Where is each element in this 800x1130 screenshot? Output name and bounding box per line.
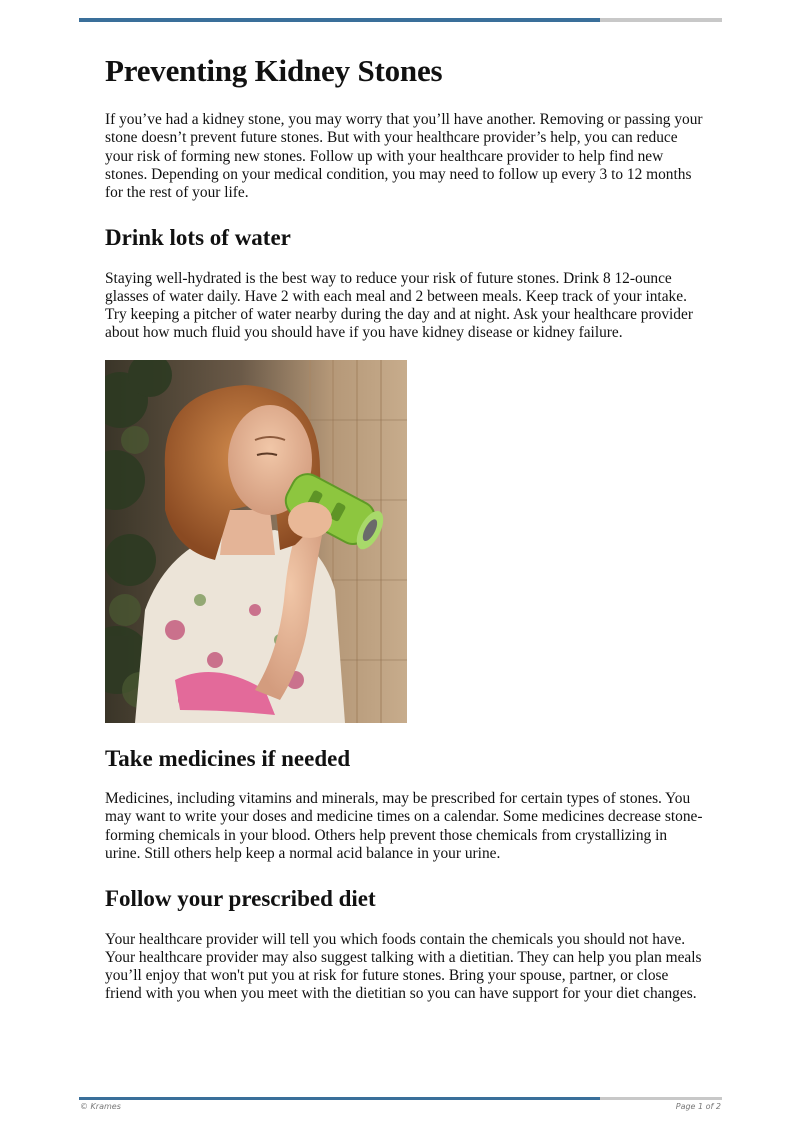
footer-page-number: Page 1 of 2: [675, 1102, 721, 1111]
section-heading-medicines: Take medicines if needed: [105, 745, 351, 771]
section-heading-water: Drink lots of water: [105, 225, 291, 251]
intro-paragraph: If you’ve had a kidney stone, you may worry that you’ll have another. Removing or passing your stone doesn’t prevent future stones. But with your healthcare provider’s help, you can reduce your risk of forming new stones. Follow up with your healthcare provider to help find new stones. Depending on your medical condition, you may need to follow up every 3 to 12 months for the rest of your life.: [105, 111, 703, 201]
top-progress-fill: [79, 18, 600, 22]
section-body-medicines: Medicines, including vitamins and minerals, may be prescribed for certain types of stones. You may want to write your doses and medicine times on a calendar. Some medicines decrease stone-forming chemicals in your blood. Others help prevent those chemicals from crystallizing in urine. Still others help keep a normal acid balance in your urine.: [105, 790, 703, 862]
woman-drinking-water-photo: [105, 360, 407, 723]
document-body: [105, 52, 705, 1003]
section-heading-diet: Follow your prescribed diet: [105, 886, 376, 912]
section-body-diet: Your healthcare provider will tell you which foods contain the chemicals you should not have. Your healthcare provider may also suggest talking with a dietitian. They can help you plan meals you’ll enjoy that won't put you at risk for future stones. Bring your spouse, partner, or close friend with you when you meet with the dietitian so you can have support for your diet changes.: [105, 930, 702, 1003]
page-title: Preventing Kidney Stones: [105, 53, 443, 88]
bottom-progress-fill: [79, 1097, 600, 1100]
top-progress-bar: [79, 18, 722, 22]
bottom-progress-bar: [79, 1097, 722, 1100]
footer-copyright: © Krames: [80, 1102, 121, 1111]
section-body-water: Staying well-hydrated is the best way to reduce your risk of future stones. Drink 8 12-ounce glasses of water daily. Have 2 with each meal and 2 between meals. Keep track of your intake. Try keeping a pitcher of water nearby during the day and at night. Ask your healthcare provider about how much fluid you should have if you have kidney disease or kidney failure.: [105, 269, 693, 342]
